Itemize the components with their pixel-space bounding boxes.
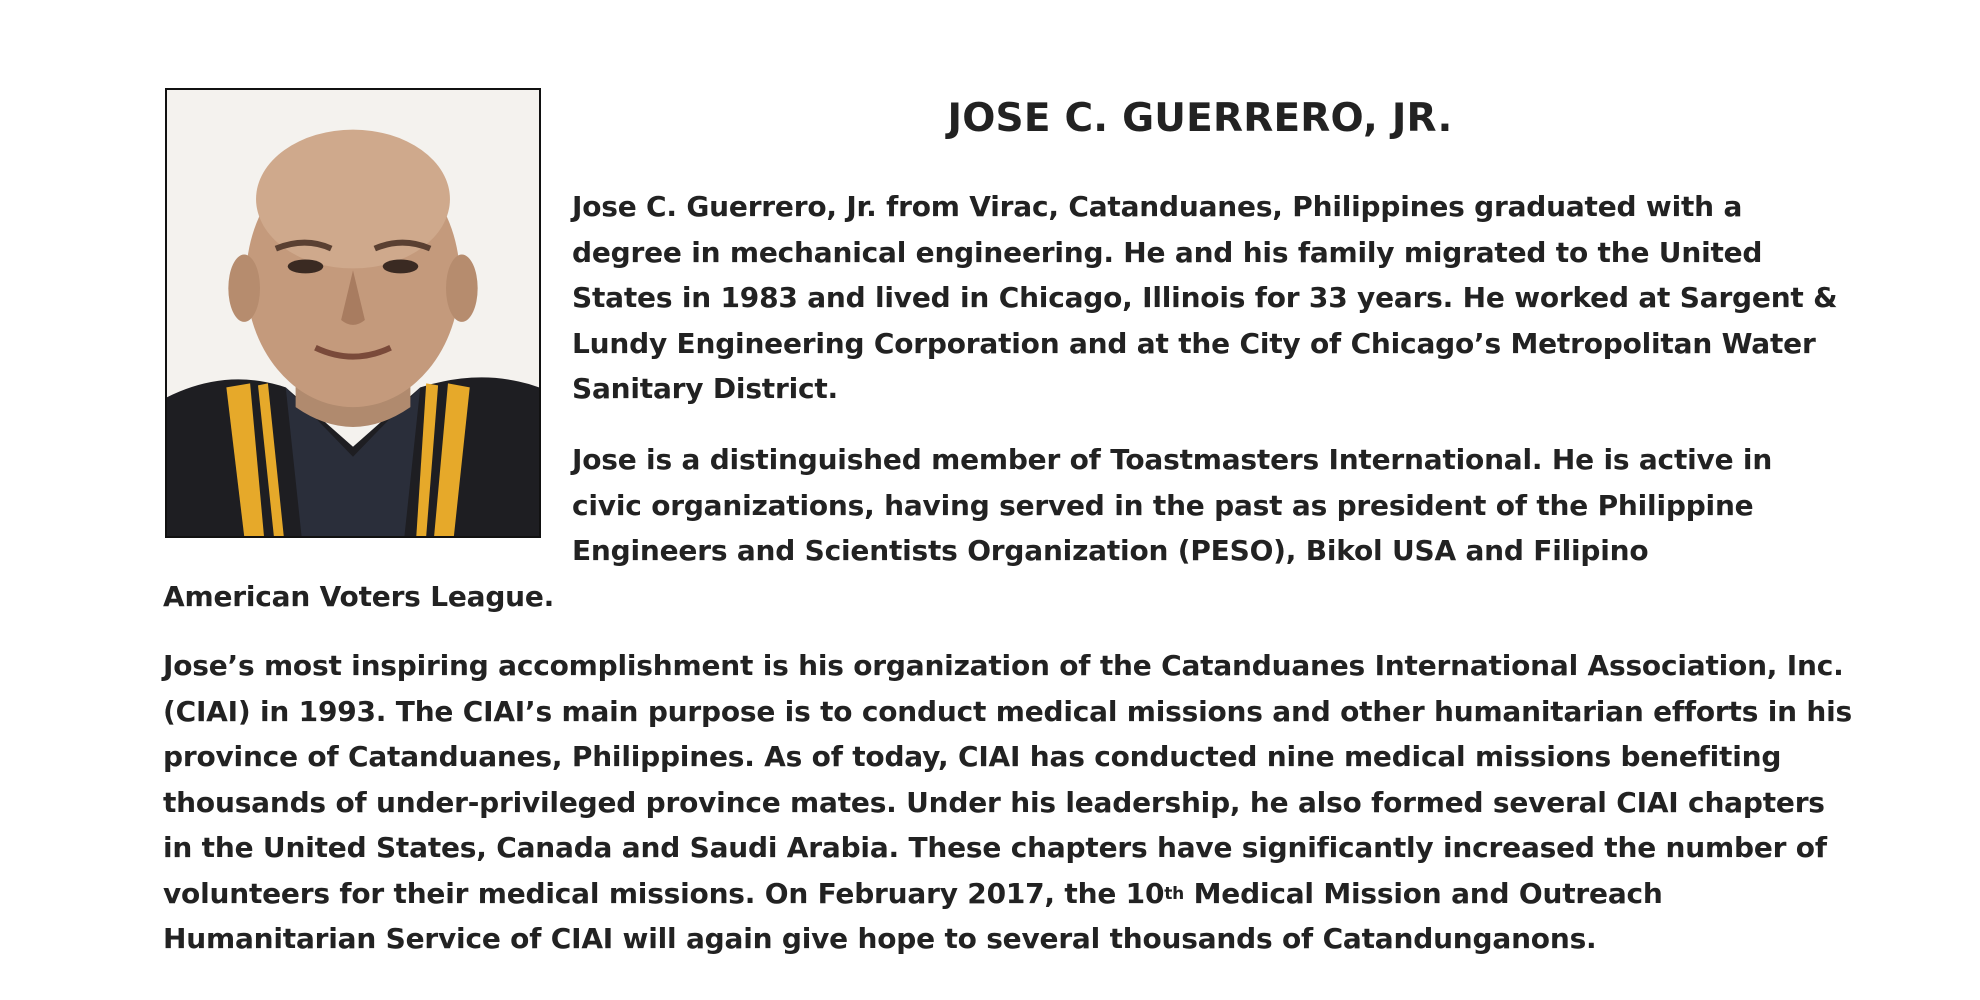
bio-paragraph-1 (572, 184, 1872, 412)
paragraph-line: Sanitary District. (572, 372, 838, 405)
paragraph-line: province of Catanduanes, Philippines. As of today, CIAI has conducted nine medical missions benefiting (163, 740, 1782, 773)
portrait-photo (165, 88, 541, 538)
paragraph-line: American Voters League. (163, 580, 555, 613)
page-title: JOSE C. GUERRERO, JR. (947, 96, 1453, 141)
line-text: Medical Mission and Outreach (1184, 876, 1663, 910)
paragraph-line: Lundy Engineering Corporation and at the City of Chicago’s Metropolitan Water (572, 326, 1816, 360)
paragraph-line: in the United States, Canada and Saudi Arabia. These chapters have significantly increased the number of (163, 831, 1827, 864)
ordinal-suffix: th (1164, 883, 1185, 904)
bio-paragraph-2 (572, 437, 1872, 574)
paragraph-line: States in 1983 and lived in Chicago, Illinois for 33 years. He worked at Sargent & (572, 281, 1838, 314)
paragraph-line: civic organizations, having served in the past as president of the Philippine (572, 488, 1754, 522)
paragraph-line: Engineers and Scientists Organization (PESO), Bikol USA and Filipino (572, 534, 1649, 567)
line-text: volunteers for their medical missions. On February 2017, the 10 (163, 876, 1165, 910)
bio-paragraph-3 (163, 643, 1863, 962)
paragraph-line: Humanitarian Service of CIAI will again give hope to several thousands of Catandunganons. (163, 922, 1597, 955)
portrait-image (167, 90, 539, 536)
paragraph-line: thousands of under-privileged province mates. Under his leadership, he also formed several CIAI chapters (163, 785, 1825, 819)
paragraph-line: Jose is a distinguished member of Toastmasters International. He is active in (572, 443, 1773, 476)
paragraph-line: (CIAI) in 1993. The CIAI’s main purpose is to conduct medical missions and other humanitarian efforts in his (163, 694, 1852, 728)
paragraph-line: Jose’s most inspiring accomplishment is his organization of the Catanduanes International Association, Inc. (163, 649, 1844, 682)
paragraph-line: Jose C. Guerrero, Jr. from Virac, Catanduanes, Philippines graduated with a (572, 190, 1743, 223)
paragraph-line (163, 871, 1863, 917)
paragraph-line: degree in mechanical engineering. He and his family migrated to the United (572, 235, 1763, 269)
